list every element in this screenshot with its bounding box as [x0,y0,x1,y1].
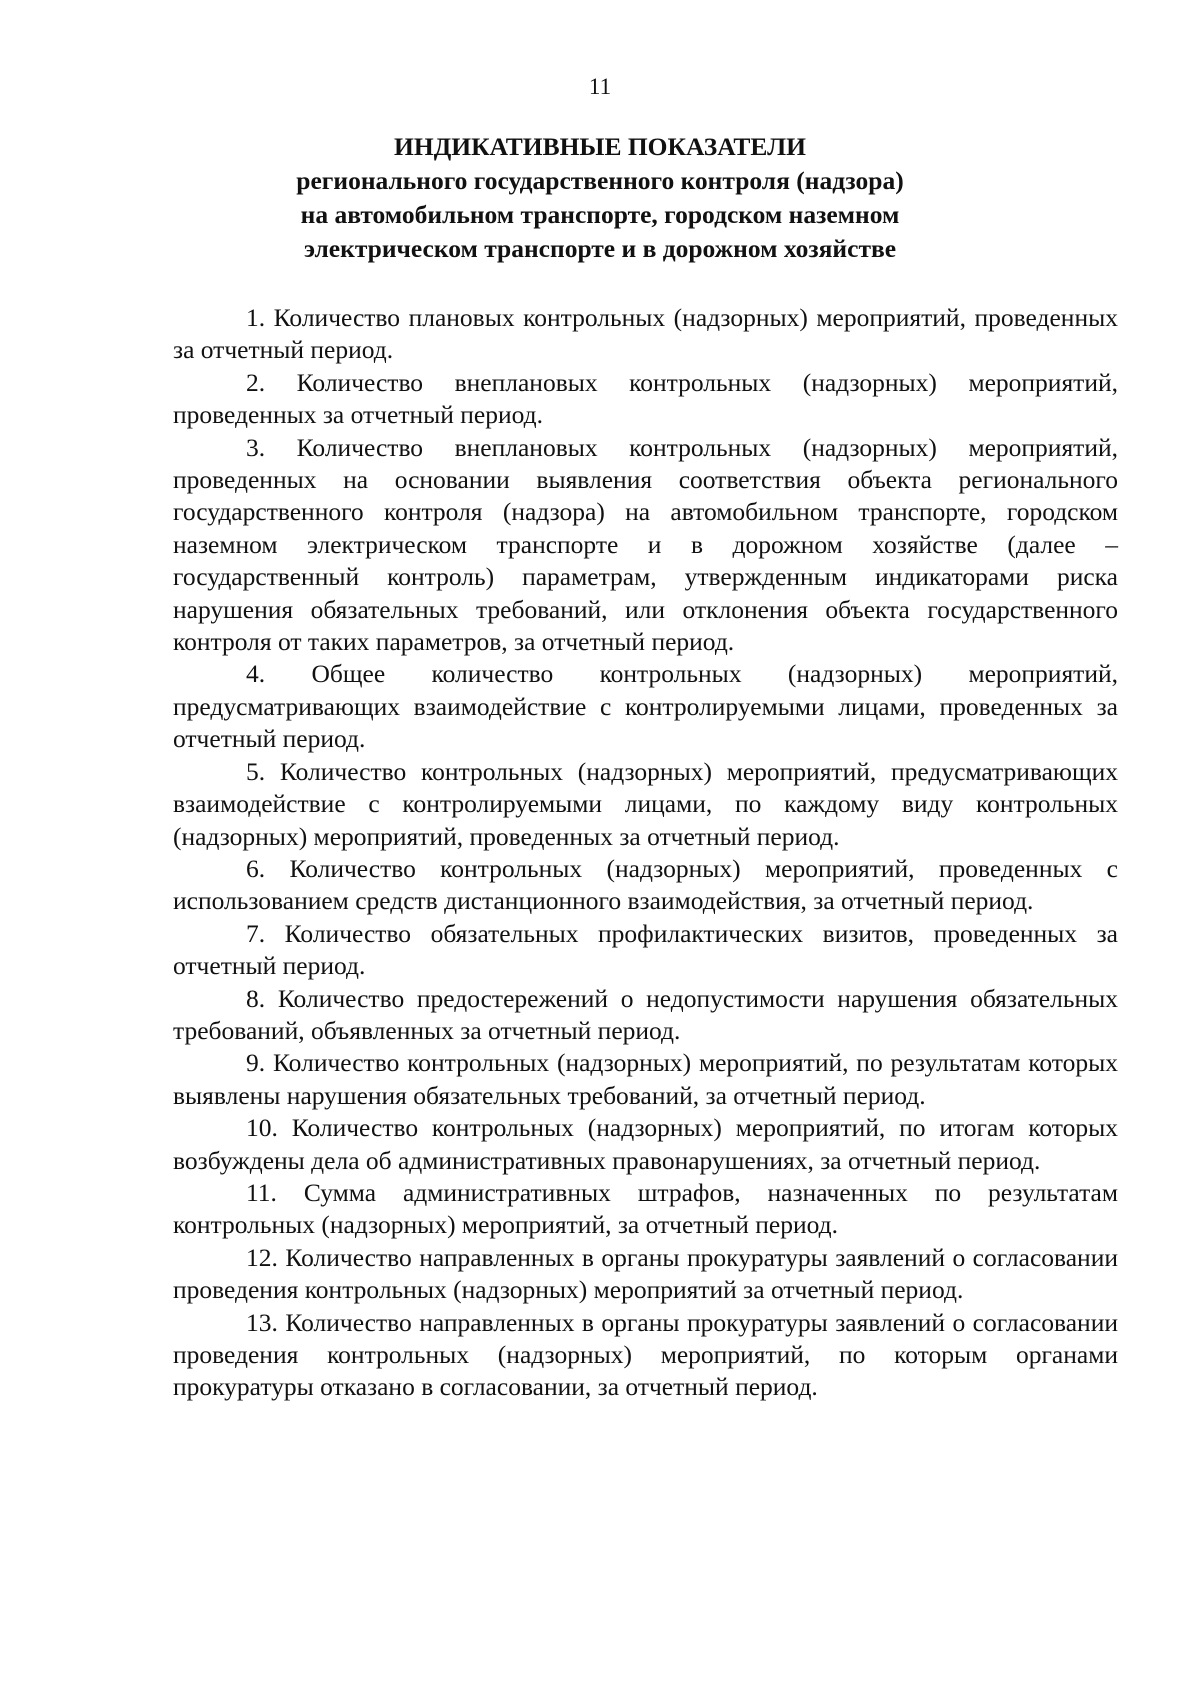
page-number: 11 [588,74,612,99]
indicator-item-3: 3. Количество внеплановых контрольных (надзорных) мероприятий, проведенных на основании выявления соответствия объекта регионального государственного контроля (надзора) на автомобильном транспорте, городском наземном электрическом транспорте и в дорожном хозяйстве (далее – государственный контроль) параметрам, утвержденным индикаторами риска нарушения обязательных требований, или отклонения объекта государственного контроля от таких параметров, за отчетный период. [173,432,1118,657]
indicator-item-13: 13. Количество направленных в органы прокуратуры заявлений о согласовании проведения контрольных (надзорных) мероприятий, по которым органами прокуратуры отказано в согласовании, за отчетный период. [173,1307,1118,1402]
indicator-item-1: 1. Количество плановых контрольных (надзорных) мероприятий, проведенных за отчетный период. [173,303,1118,365]
title-line: ИНДИКАТИВНЫЕ ПОКАЗАТЕЛИ [394,132,806,161]
indicator-item-2: 2. Количество внеплановых контрольных (надзорных) мероприятий, проведенных за отчетный период. [173,367,1118,430]
indicator-item-5: 5. Количество контрольных (надзорных) мероприятий, предусматривающих взаимодействие с контролируемыми лицами, по каждому виду контрольных (надзорных) мероприятий, проведенных за отчетный период. [173,756,1118,851]
title-line: электрическом транспорте и в дорожном хозяйстве [303,234,897,263]
document-title [0,130,1200,266]
indicator-item-6: 6. Количество контрольных (надзорных) мероприятий, проведенных с использованием средств дистанционного взаимодействия, за отчетный период. [173,853,1118,916]
indicator-item-4: 4. Общее количество контрольных (надзорных) мероприятий, предусматривающих взаимодействие с контролируемыми лицами, проведенных за отчетный период. [173,659,1118,754]
indicator-item-7: 7. Количество обязательных профилактических визитов, проведенных за отчетный период. [173,918,1118,981]
indicator-item-8: 8. Количество предостережений о недопустимости нарушения обязательных требований, объявленных за отчетный период. [173,983,1118,1045]
title-line: регионального государственного контроля (надзора) [296,166,904,195]
title-line: на автомобильном транспорте, городском наземном [300,200,900,229]
indicator-item-12: 12. Количество направленных в органы прокуратуры заявлений о согласовании проведения контрольных (надзорных) мероприятий за отчетный период. [173,1242,1118,1305]
indicator-item-9: 9. Количество контрольных (надзорных) мероприятий, по результатам которых выявлены нарушения обязательных требований, за отчетный период. [173,1048,1118,1110]
indicator-item-11: 11. Сумма административных штрафов, назначенных по результатам контрольных (надзорных) мероприятий, за отчетный период. [173,1177,1118,1240]
indicator-list [173,302,1118,1404]
indicator-item-10: 10. Количество контрольных (надзорных) мероприятий, по итогам которых возбуждены дела об административных правонарушениях, за отчетный период. [173,1113,1118,1175]
